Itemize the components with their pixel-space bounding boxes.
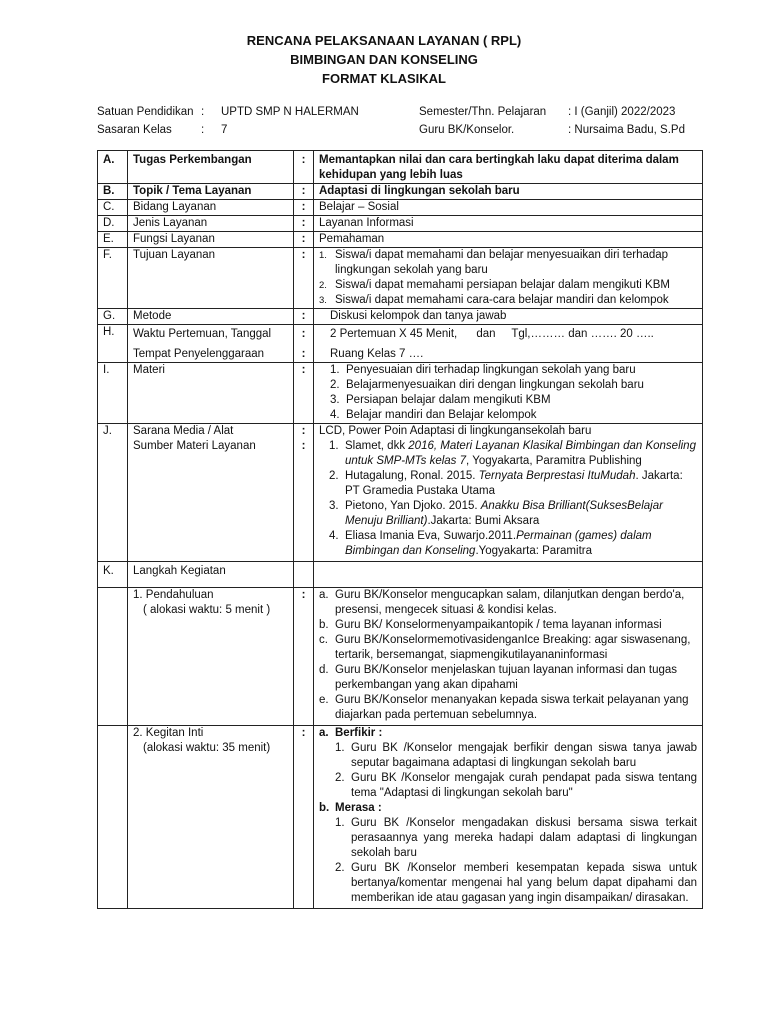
merasa-heading: b. Merasa : [319,802,382,814]
meta-right [419,103,685,139]
row-a-colon: : [294,151,314,184]
title-line-3: FORMAT KLASIKAL [322,71,446,86]
row-g-letter: G. [98,309,128,325]
row-h-colon: : : [294,325,314,363]
inti-colon: : [294,726,314,909]
row-b-label: Topik / Tema Layanan [128,184,294,200]
row-g-colon: : [294,309,314,325]
satuan-colon: : [201,106,205,118]
row-f-label: Tujuan Layanan [128,248,294,309]
row-g [98,309,703,325]
row-k [98,562,703,588]
rpl-table [97,150,703,909]
row-c [98,200,703,216]
row-e-letter: E. [98,232,128,248]
list-item: a. Guru BK/Konselor mengucapkan salam, dilanjutkan dengan berdo'a, presensi, mengecek situasi & kondisi kelas. [319,589,685,616]
row-i-value [314,363,703,424]
row-f-letter: F. [98,248,128,309]
row-c-colon: : [294,200,314,216]
row-c-value: Belajar – Sosial [314,200,703,216]
row-h-letter: H. [98,325,128,363]
row-j-colon: : : [294,424,314,562]
row-d [98,216,703,232]
row-b-colon: : [294,184,314,200]
row-b [98,184,703,200]
row-h [98,325,703,363]
row-c-label: Bidang Layanan [128,200,294,216]
list-item: 1. Guru BK /Konselor mengadakan diskusi bersama siswa terkait perasaannya yang mereka hadapi dalam adaptasi di lingkungan sekolah baru [335,817,697,859]
list-item: 4. Belajar mandiri dan Belajar kelompok [330,409,537,421]
row-j-label [128,424,294,562]
row-f-value [314,248,703,309]
satuan-value: UPTD SMP N HALERMAN [221,106,359,118]
row-inti [98,726,703,909]
pendahuluan-colon: : [294,588,314,726]
row-e-label: Fungsi Layanan [128,232,294,248]
row-k-label: Langkah Kegiatan [128,562,294,588]
sarana-value: LCD, Power Poin Adaptasi di lingkungansekolah baru [319,425,592,437]
berfikir-heading: a. Berfikir : [319,727,383,739]
list-item: 2. Hutagalung, Ronal. 2015. Ternyata Berprestasi ItuMudah. Jakarta: PT Gramedia Pustaka Utama [329,470,683,497]
row-i [98,363,703,424]
tujuan-list [319,248,697,308]
row-f-colon: : [294,248,314,309]
row-e-value: Pemahaman [314,232,703,248]
pendahuluan-label: 1. Pendahuluan ( alokasi waktu: 5 menit ) [128,588,294,726]
row-pendahuluan [98,588,703,726]
semester-value: : I (Ganjil) 2022/2023 [568,106,676,118]
list-item: 2. Belajarmenyesuaikan diri dengan lingkungan sekolah baru [330,379,644,391]
list-item: d. Guru BK/Konselor menjelaskan tujuan layanan informasi dan tugas perkembangan yang akan dipahami [319,664,678,691]
guru-label: Guru BK/Konselor. [419,124,515,136]
row-a [98,151,703,184]
list-item: 2. Guru BK /Konselor memberi kesempatan kepada siswa untuk bertanya/komentar mengenai hal yang belum dapat dipahami dan memberikan ide atau gagasan yang ingin disampaikan/ dirasakan. [335,862,697,904]
row-d-label: Jenis Layanan [128,216,294,232]
sumber-label: Sumber Materi Layanan [133,440,256,452]
sasaran-colon: : [201,124,205,136]
semester-label: Semester/Thn. Pelajaran [419,106,547,118]
list-item: 3. Persiapan belajar dalam mengikuti KBM [330,394,551,406]
list-item: 1. Penyesuaian diri terhadap lingkungan sekolah yang baru [330,364,636,376]
inti-label: 2. Kegitan Inti (alokasi waktu: 35 menit) [128,726,294,909]
list-item: 3. Siswa/i dapat memahami cara-cara belajar mandiri dan kelompok [319,294,669,306]
row-d-letter: D. [98,216,128,232]
list-item: 4. Eliasa Imania Eva, Suwarjo.2011.Permainan (games) dalam Bimbingan dan Konseling.Yogyakarta: Paramitra [329,530,652,557]
berfikir-list [319,741,697,801]
row-b-value: Adaptasi di lingkungan sekolah baru [314,184,703,200]
row-a-value: Memantapkan nilai dan cara bertingkah laku dapat diterima dalam kehidupan yang lebih luas [314,151,703,184]
row-f [98,248,703,309]
waktu-label: Waktu Pertemuan, Tanggal [133,328,272,340]
tempat-value: Ruang Kelas 7 …. [330,348,424,360]
list-item: e. Guru BK/Konselor menanyakan kepada siswa terkait pelayanan yang diajarkan pada pertemuan sebelumnya. [319,694,689,721]
row-d-value: Layanan Informasi [314,216,703,232]
row-e [98,232,703,248]
row-i-colon: : [294,363,314,424]
list-item: c. Guru BK/KonselormemotivasidenganIce Breaking: agar siswasenang, tertarik, bersemangat, siapmengikutilayananinformasi [319,634,691,661]
list-item: 1. Slamet, dkk 2016, Materi Layanan Klasikal Bimbingan dan Konseling untuk SMP-MTs kelas 7, Yogyakarta, Paramitra Publishing [329,440,696,467]
row-j-letter: J. [98,424,128,562]
list-item: 1. Siswa/i dapat memahami dan belajar menyesuaikan diri terhadap lingkungan sekolah yang baru [319,249,669,276]
tempat-label: Tempat Penyelenggaraan [133,348,265,360]
satuan-label: Satuan Pendidikan [97,106,194,118]
waktu-value: 2 Pertemuan X 45 Menit, dan Tgl,……… dan ……. 20 ….. [330,328,654,340]
row-a-letter: A. [98,151,128,184]
row-d-colon: : [294,216,314,232]
row-k-letter: K. [98,562,128,588]
list-item: 2. Guru BK /Konselor mengajak curah pendapat pada siswa tentang tema "Adaptasi di lingkungan sekolah baru" [335,772,697,799]
row-h-value [314,325,703,363]
pendahuluan-list [319,588,697,723]
row-j-value [314,424,703,562]
row-i-label: Materi [128,363,294,424]
inti-value [314,726,703,909]
sasaran-label: Sasaran Kelas [97,124,172,136]
list-item: 1. Guru BK /Konselor mengajak berfikir dengan siswa tanya jawab seputar bagaimana adaptasi di lingkungan sekolah baru [335,742,697,769]
row-j [98,424,703,562]
row-e-colon: : [294,232,314,248]
list-item: 3. Pietono, Yan Djoko. 2015. Anakku Bisa Brilliant(SuksesBelajar Menuju Brilliant).Jakarta: Bumi Aksara [329,500,663,527]
list-item: b. Guru BK/ Konselormenyampaikantopik / tema layanan informasi [319,619,662,631]
title-line-1: RENCANA PELAKSANAAN LAYANAN ( RPL) [246,33,522,48]
row-c-letter: C. [98,200,128,216]
pendahuluan-value [314,588,703,726]
meta-left [97,103,359,139]
list-item: 2. Siswa/i dapat memahami persiapan belajar dalam mengikuti KBM [319,279,670,291]
sasaran-value: 7 [221,124,228,136]
title-line-2: BIMBINGAN DAN KONSELING [290,52,478,67]
materi-list [330,363,697,423]
document-title [0,31,768,88]
sumber-list [319,439,697,559]
row-h-label [128,325,294,363]
row-g-value: Diskusi kelompok dan tanya jawab [314,309,703,325]
row-a-label: Tugas Perkembangan [128,151,294,184]
sarana-label: Sarana Media / Alat [133,425,234,437]
row-g-label: Metode [128,309,294,325]
row-b-letter: B. [98,184,128,200]
row-i-letter: I. [98,363,128,424]
merasa-list [319,816,697,906]
guru-value: : Nursaima Badu, S.Pd [568,124,685,136]
